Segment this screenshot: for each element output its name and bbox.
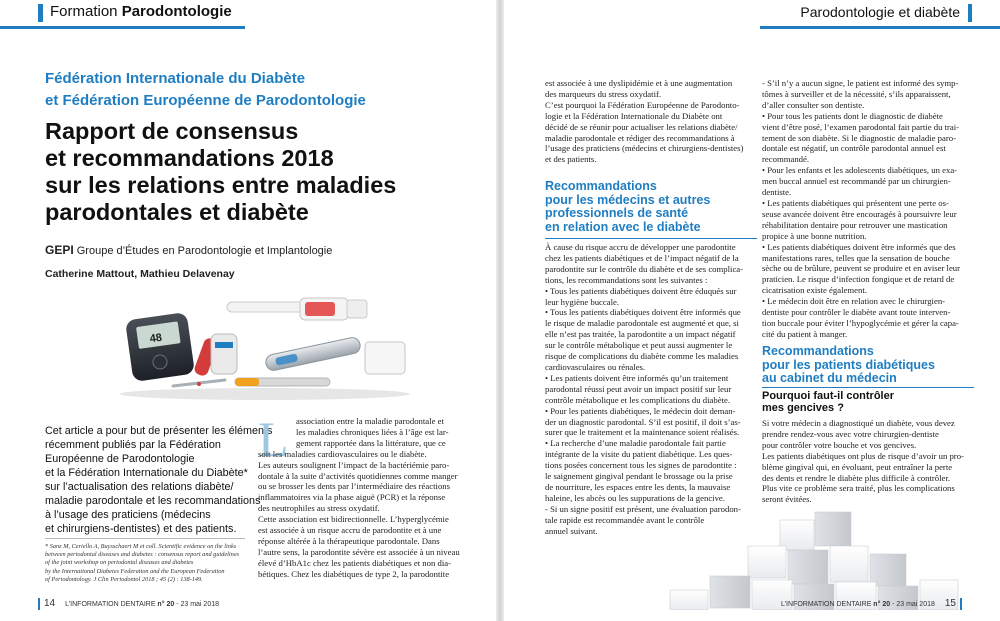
body-line: dentiste pour contrôler le diabète avant toute interven- — [762, 307, 951, 318]
body-line: manifestations rares, telles que la sensation de bouche — [762, 252, 950, 263]
heading-line: en relation avec le diabète — [545, 219, 701, 234]
footer-right — [781, 598, 956, 609]
heading-line: pour les patients diabétiques — [762, 357, 935, 372]
title-line: et recommandations 2018 — [45, 145, 334, 171]
kicker-line-1: Fédération Internationale du Diabète — [45, 70, 306, 87]
body-line: réhabilitation dentaire pour retrouver une mastication — [762, 219, 948, 230]
sugar-cubes-photo — [630, 480, 960, 610]
body-line: Cette association est bidirectionnelle. L’hyperglycémie — [258, 514, 449, 525]
body-line: le saignement gingival pendant le brossage ou la prise — [545, 471, 733, 482]
body-line: prendre rendez-vous avec votre chirurgien-dentiste — [762, 428, 939, 439]
authors: Catherine Mattout, Mathieu Delavenay — [45, 268, 235, 280]
body-line: tions, les recommandations sont les suivantes : — [545, 274, 708, 285]
section-title-bold: Parodontologie — [121, 3, 232, 20]
running-header — [760, 0, 1000, 29]
body-line: élevé d’HbA1c chez les patients diabétiques et non dia- — [258, 557, 451, 568]
body-line: intégrante de la visite du patient diabétique. Les ques- — [545, 449, 733, 460]
gepi-name: Groupe d’Études en Parodontologie et Implantologie — [73, 245, 333, 257]
body-line: • Les patients doivent être informés qu’un traitement — [545, 372, 729, 383]
gepi-acronym: GEPI — [45, 243, 74, 257]
header-accent-bar — [968, 4, 972, 22]
body-line: dontale à la suite d’activités quotidiennes comme manger — [258, 470, 458, 481]
heading-line: pour les médecins et autres — [545, 192, 711, 207]
body-line: C’est pourquoi la Fédération Européenne de Parodonto- — [545, 99, 740, 110]
heading-rule — [545, 238, 757, 239]
body-line: tion buccale pour éviter l’hypoglycémie et gérer la capa- — [762, 317, 959, 328]
body-line: cicatrisation existe également. — [762, 285, 867, 296]
subheading-line: Pourquoi faut-il contrôler — [762, 390, 894, 402]
body-line: les maladies chroniques liées à l’âge est lar- — [296, 426, 449, 437]
body-line: Si votre médecin a diagnostiqué un diabète, vous devez — [762, 418, 955, 428]
body-line: recommandé. — [762, 154, 810, 165]
body-line: chez les patients diabétiques et de l’impact négatif de la — [545, 252, 739, 263]
body-line: • Les patients diabétiques doivent être informés que des — [762, 241, 956, 252]
issue-number: n° 20 — [155, 601, 175, 608]
body-line: sèche ou de brûlure, peuvent se produire et en aviser leur — [762, 263, 961, 274]
body-line: des dents et rendre le diabète plus difficile à contrôler. — [762, 472, 950, 483]
heading-line: professionnels de santé — [545, 206, 689, 220]
drop-cap: L — [258, 411, 289, 467]
intro-line: récemment publiés par la Fédération — [45, 439, 221, 451]
body-line: Plus vite ce problème sera traité, plus les complications — [762, 483, 955, 494]
body-line: inflammatoires via la phase aiguë (PCR) et la réponse — [258, 492, 446, 503]
body-line: • Tous les patients diabétiques doivent être éduqués sur — [545, 285, 737, 296]
body-line: men buccal annuel est recommandé par un chirurgien- — [762, 176, 951, 187]
section-heading-professionals — [545, 180, 710, 234]
body-line: ou se brosser les dents par l’intermédiaire des réactions — [258, 481, 451, 492]
spread-gutter — [496, 0, 504, 621]
body-line: des neutrophiles au stress oxydatif. — [258, 503, 380, 514]
body-line: dontale est négatif, un contrôle parodontal annuel est — [762, 143, 946, 154]
body-line: est associée à un risque accru de parodontite et à une — [258, 525, 442, 536]
title-line: sur les relations entre maladies — [45, 172, 397, 198]
body-line: bétiques. Chez les diabétiques de type 2, la parodontite — [258, 568, 450, 579]
footnote-divider — [45, 538, 245, 539]
body-line: tale rapide est recommandée avant le contrôle — [545, 514, 705, 525]
footnote-line: of Periodontology. J Clin Periodontol 2018 ; 45 (2) : 138-149. — [45, 575, 203, 583]
right-page — [500, 0, 1000, 621]
heading-line: Recommandations — [545, 179, 657, 193]
page-number-right: 15 — [944, 598, 956, 609]
body-line: pour contrôler votre bouche et vos gencives. — [762, 439, 917, 450]
body-line: vient d’être posé, l’examen parodontal fait partie du trai- — [762, 121, 960, 132]
body-line: • Pour les enfants et les adolescents diabétiques, un exa- — [762, 165, 958, 176]
body-line: cardiovasculaires ou rénales. — [545, 361, 646, 372]
page-number-left: 14 — [44, 598, 56, 609]
intro-paragraph — [45, 424, 273, 536]
body-line: À cause du risque accru de développer une parodontite — [545, 242, 736, 252]
body-line: est associée à une dyslipidémie et à une augmentation — [545, 78, 733, 88]
body-line: seront évitées. — [762, 494, 812, 505]
body-line: seuse avancée doivent être encouragés à poursuivre leur — [762, 208, 957, 219]
body-line: sur le contrôle métabolique et peut aussi augmenter le — [545, 340, 733, 351]
body-line: parodontal réussi peut avoir un impact positif sur leur — [545, 383, 732, 394]
body-line: • Tous les patients diabétiques doivent être informés que — [545, 307, 741, 318]
body-line: association entre la maladie parodontale et — [296, 416, 444, 426]
body-line: Les auteurs soulignent l’impact de la bactériémie paro- — [258, 459, 450, 470]
gepi-line — [45, 243, 332, 257]
body-line: parodontite sur le contrôle du diabète et de ses complica- — [545, 263, 744, 274]
footnote — [45, 543, 245, 584]
issue-date: - 23 mai 2018 — [174, 601, 219, 608]
body-column-1 — [258, 411, 466, 580]
body-line: • Le médecin doit être en relation avec le chirurgien- — [762, 296, 946, 307]
article-title — [45, 118, 455, 226]
footnote-line: by the International Diabetes Federation and the European Federation — [45, 567, 225, 575]
body-line: de nourriture, les espaces entre les dents, la mauvaise — [545, 481, 731, 492]
issue-number: n° 20 — [871, 601, 891, 608]
kicker-line-2: et Fédération Européenne de Parodontologie — [45, 92, 366, 109]
body-line: soit les maladies cardiovasculaires ou le diabète. — [258, 448, 427, 459]
body-line: leur hygiène buccale. — [545, 296, 620, 307]
body-line: elle n’est pas traitée, la parodontite a un impact négatif — [545, 329, 736, 340]
body-line: d’aller consulter son dentiste. — [762, 99, 865, 110]
body-line: Les patients diabétiques ont plus de risque d’avoir un pro- — [762, 450, 964, 461]
body-line: contrôle métabolique et les complications du diabète. — [545, 394, 731, 405]
body-line: maladie parodontale et rédiger des recommandations à — [545, 132, 735, 143]
intro-line: et la Fédération Internationale du Diabète* — [45, 467, 248, 479]
title-line: parodontales et diabète — [45, 199, 309, 225]
footer-left — [44, 598, 219, 609]
body-line: réponse altérée à la thérapeutique parodontale. Dans — [258, 535, 440, 546]
body-line: haleine, les abcès ou les suppurations de la gencive. — [545, 492, 725, 503]
section-heading-patients — [762, 345, 935, 386]
body-line: le risque de maladie parodontale est augmenté et que, si — [545, 318, 739, 329]
body-line: propice à une bonne nutrition. — [762, 230, 867, 241]
body-line: surer que le traitement et la maintenance soient réalisés. — [545, 427, 740, 438]
glucose-meter-photo — [115, 290, 415, 402]
body-line: der un diagnostic parodontal. S’il est positif, il doit s’as- — [545, 416, 741, 427]
intro-line: à l’usage des praticiens (médecins — [45, 509, 211, 521]
running-header-title: Parodontologie et diabète — [800, 4, 960, 20]
body-line: - S’il n’y a aucun signe, le patient est informé des symp- — [762, 78, 959, 88]
body-line: annuel suivant. — [545, 525, 598, 536]
body-line: tions posées concernent tous les signes de parodontite : — [545, 460, 737, 471]
body-line: l’autre sens, la parodontite sévère est associée à un niveau — [258, 546, 460, 557]
body-line: praticien. Le risque d’infection fongique et de retard de — [762, 274, 955, 285]
body-line: • La recherche d’une maladie parodontale fait partie — [545, 438, 726, 449]
journal-name: L’INFORMATION DENTAIRE — [781, 601, 872, 608]
body-line: risque de complications du diabète comme les maladies — [545, 351, 739, 362]
body-line: logie et la Fédération Internationale du Diabète ont — [545, 110, 723, 121]
meter-reading: 48 — [149, 331, 163, 346]
journal-name: L’INFORMATION DENTAIRE — [65, 601, 156, 608]
body-line: cité du patient à manger. — [762, 328, 848, 339]
footer-accent-bar — [960, 598, 962, 610]
footer-accent-bar — [38, 598, 40, 610]
header-accent-bar — [38, 4, 43, 22]
footnote-line: of the joint workshop on periodontal diseases and diabetes — [45, 559, 194, 567]
body-line: dentiste. — [762, 187, 792, 198]
heading-line: au cabinet du médecin — [762, 371, 897, 385]
heading-line: Recommandations — [762, 344, 874, 358]
body-line: et des patients. — [545, 154, 597, 165]
intro-line: et chirurgiens-dentistes) et des patients. — [45, 523, 237, 535]
footnote-line: * Sanz M, Ceriello A, Buysschaert M et coll. Scientific evidence on the links — [45, 543, 237, 550]
body-line: l’usage des praticiens (médecins et chirurgiens-dentistes) — [545, 143, 744, 154]
intro-line: Cet article a pour but de présenter les éléments — [45, 425, 273, 437]
body-line: - Si un signe positif est présent, une évaluation parodon- — [545, 503, 741, 514]
intro-line: Européenne de Parodontologie — [45, 453, 195, 465]
footnote-line: between periodontal diseases and diabetes : consensus report and guidelines — [45, 551, 240, 559]
intro-line: maladie parodontale et les recommandations — [45, 495, 261, 507]
subheading-why-gums — [762, 390, 894, 414]
section-header — [0, 0, 245, 29]
body-line: des marqueurs du stress oxydatif. — [545, 88, 662, 99]
issue-date: - 23 mai 2018 — [890, 601, 935, 608]
body-column-2-top — [545, 78, 757, 165]
body-line: tômes à surveiller et de la nécessité, s’ils apparaissent, — [762, 88, 951, 99]
body-line: blème gingival qui, en évoluant, peut entraîner la perte — [762, 461, 953, 472]
body-line: décidé de se réunir pour actualiser les relations diabète/ — [545, 121, 738, 132]
body-line: gement rapportée dans la littérature, que ce — [296, 437, 446, 448]
intro-line: sur l’actualisation des relations diabète/ — [45, 481, 234, 493]
body-line: tement de son diabète. Si le diagnostic de maladie paro- — [762, 132, 956, 143]
heading-rule — [762, 387, 974, 388]
title-line: Rapport de consensus — [45, 118, 299, 144]
section-title-plain: Formation — [50, 3, 122, 20]
body-column-3-top — [762, 78, 974, 340]
body-line: • Les patients diabétiques qui présentent une perte os- — [762, 197, 949, 208]
subheading-line: mes gencives ? — [762, 402, 844, 414]
section-title — [50, 3, 232, 20]
body-line: • Pour les patients diabétiques, le médecin doit deman- — [545, 405, 736, 416]
body-line: • Pour tous les patients dont le diagnostic de diabète — [762, 110, 943, 121]
